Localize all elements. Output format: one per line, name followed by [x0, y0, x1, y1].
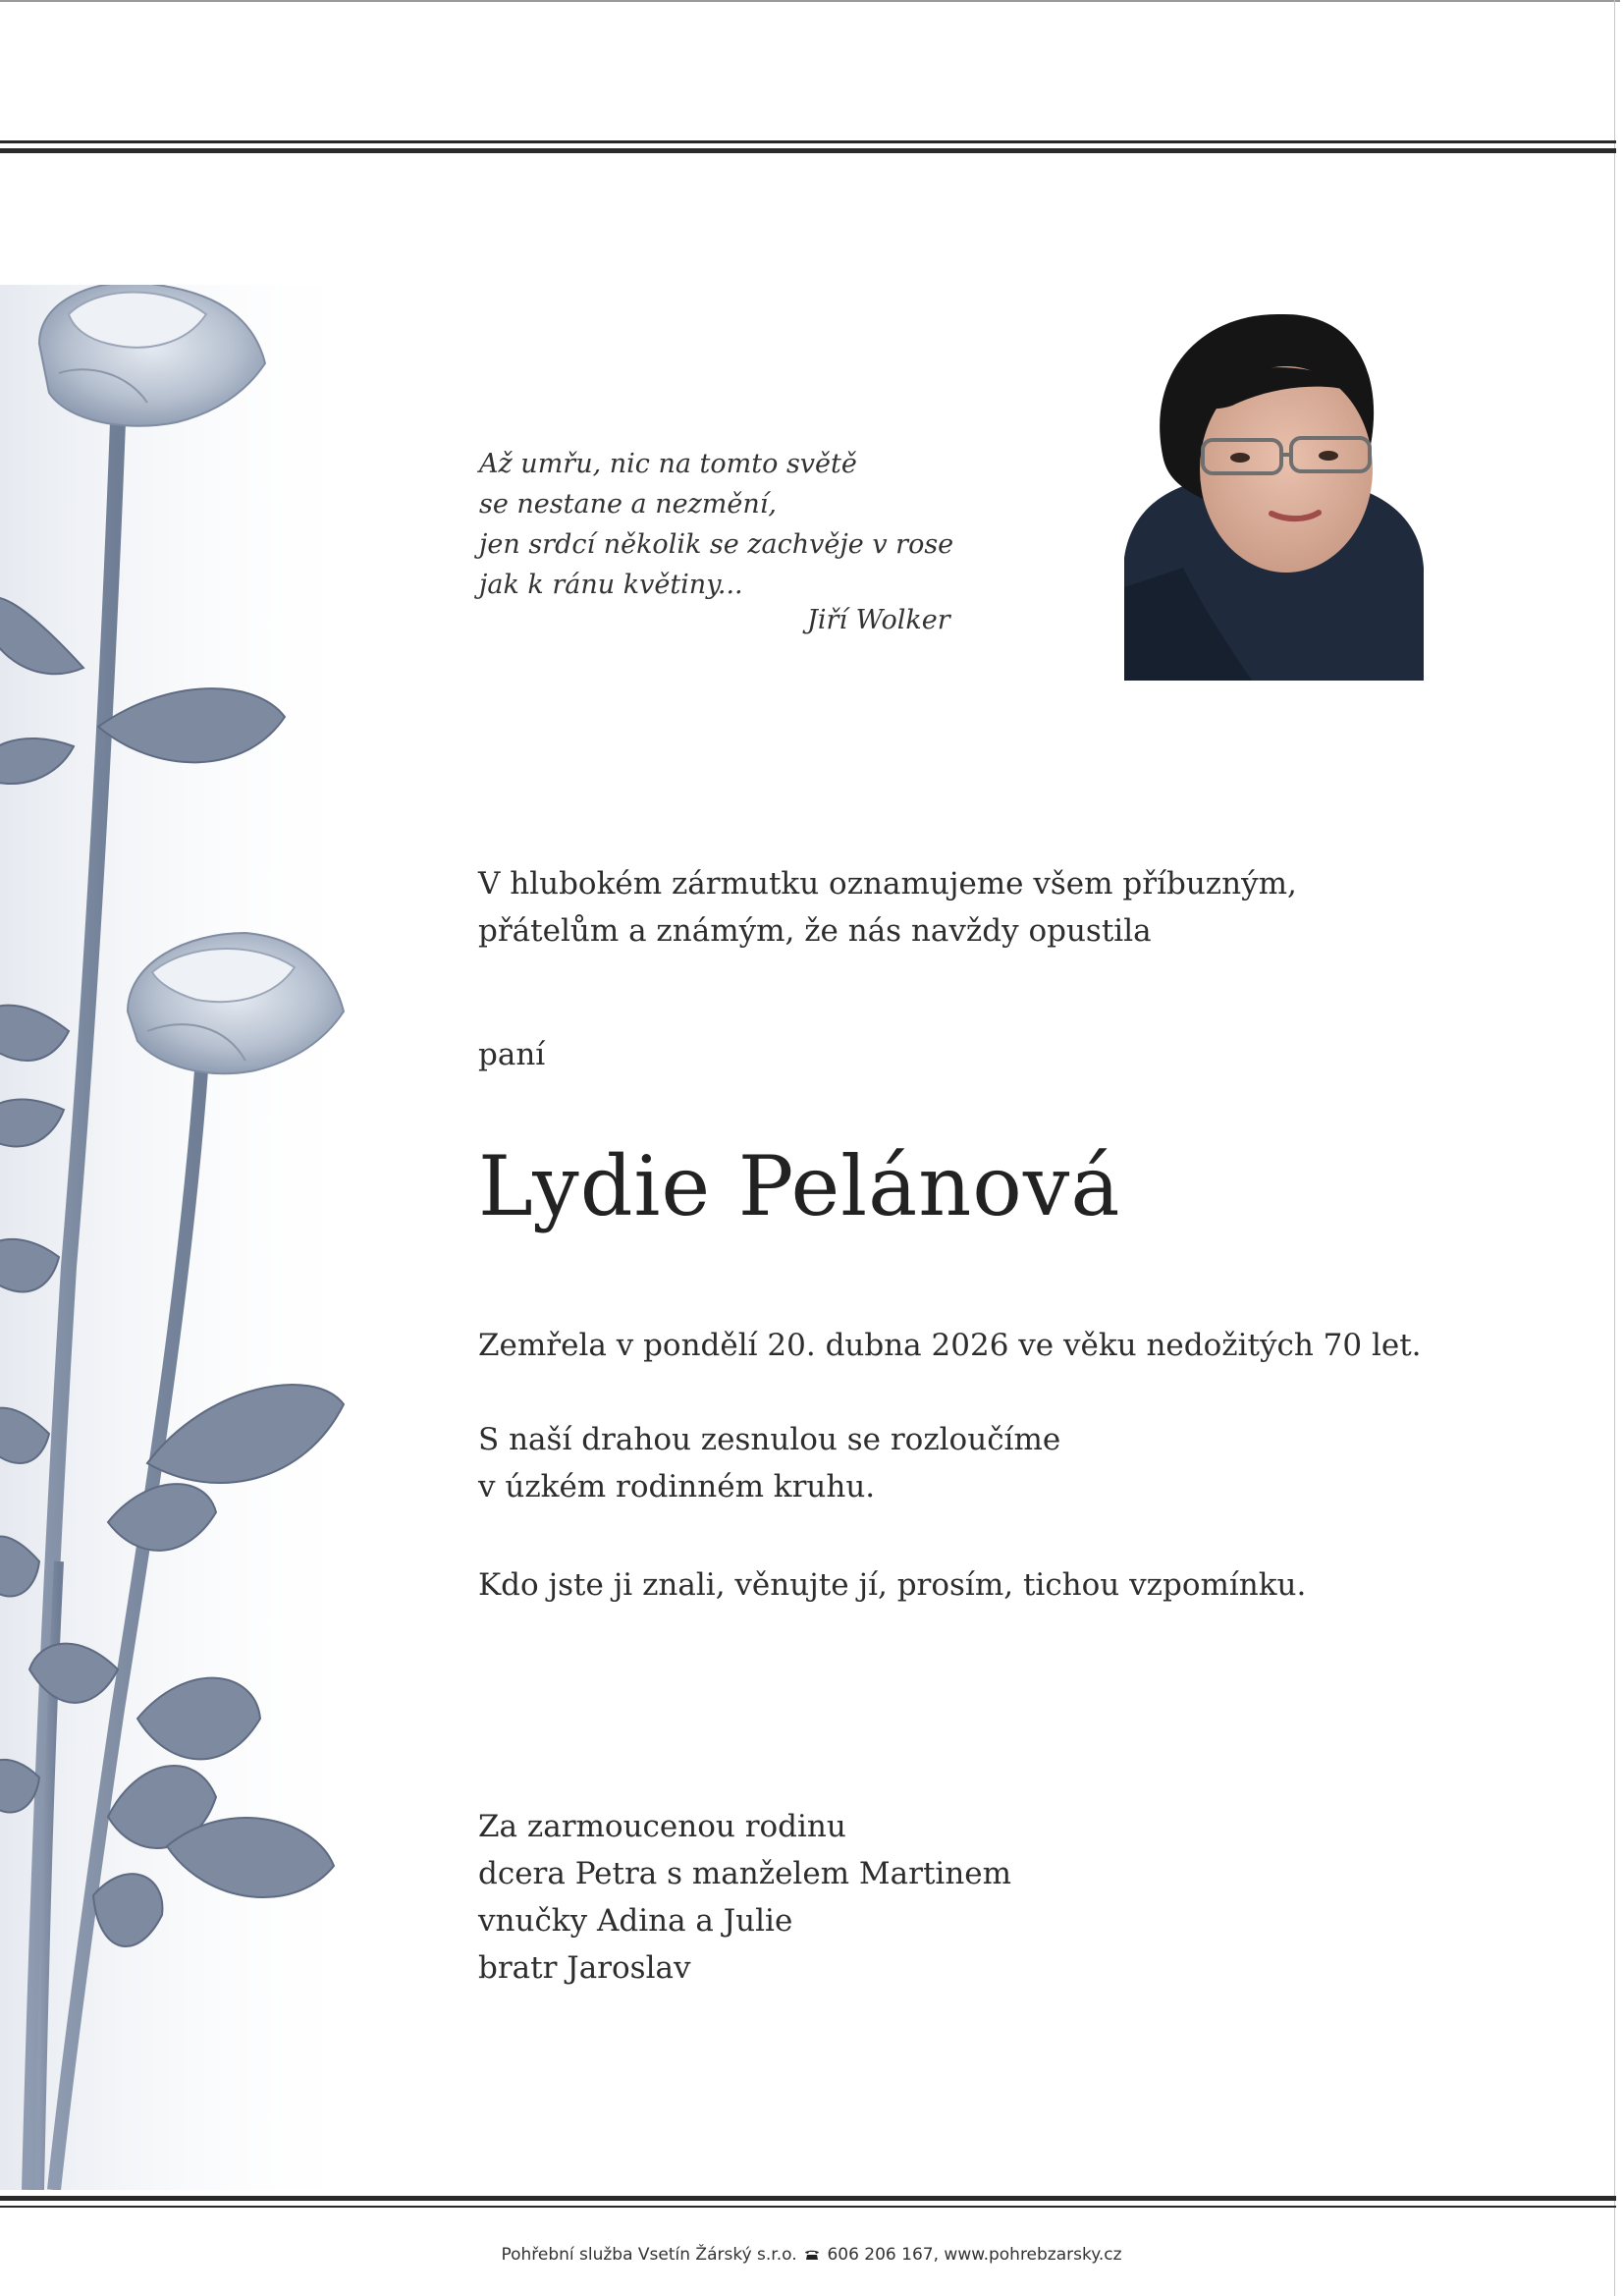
intro-line: V hlubokém zármutku oznamujeme všem příbuzným,: [478, 866, 1297, 902]
intro-line: přátelům a známým, že nás navždy opustila: [478, 913, 1152, 949]
top-rule-thin: [0, 140, 1616, 143]
bottom-rule-thick: [0, 2196, 1616, 2201]
poem: [479, 444, 990, 605]
family-line: dcera Petra s manželem Martinem: [478, 1856, 1012, 1891]
footer-company: Pohřební služba Vsetín Žárský s.r.o.: [501, 2245, 797, 2265]
phone-icon: [804, 2249, 820, 2261]
footer-phone: 606 206 167,: [827, 2245, 940, 2265]
announcement-intro: [478, 860, 1297, 955]
poem-line: Až umřu, nic na tomto světě: [479, 449, 857, 479]
poem-line: se nestane a nezmění,: [479, 489, 777, 519]
family-line: Za zarmoucenou rodinu: [478, 1809, 846, 1844]
bottom-rule-thin: [0, 2206, 1616, 2208]
poem-line: jen srdcí několik se zachvěje v rose: [479, 529, 954, 560]
poem-author: Jiří Wolker: [807, 605, 950, 635]
top-edge-line: [0, 0, 1620, 2]
remembrance-request: Kdo jste ji znali, věnujte jí, prosím, tichou vzpomínku.: [478, 1567, 1307, 1603]
portrait-photo: [1124, 312, 1424, 681]
footer: [0, 2245, 1623, 2265]
title-word: paní: [478, 1037, 546, 1072]
right-edge-line: [1614, 0, 1615, 2296]
deceased-name: Lydie Pelánová: [478, 1138, 1121, 1234]
farewell-statement: [478, 1416, 1060, 1510]
farewell-line: S naší drahou zesnulou se rozloučíme: [478, 1422, 1061, 1457]
family-line: bratr Jaroslav: [478, 1950, 691, 1986]
roses-illustration: [0, 285, 373, 2190]
poem-line: jak k ránu květiny...: [479, 570, 743, 600]
top-rule-thick: [0, 148, 1616, 153]
farewell-line: v úzkém rodinném kruhu.: [478, 1469, 876, 1504]
family-signature: [478, 1803, 1011, 1992]
footer-website[interactable]: www.pohrebzarsky.cz: [944, 2245, 1122, 2265]
death-statement: Zemřela v pondělí 20. dubna 2026 ve věku nedožitých 70 let.: [478, 1328, 1422, 1363]
family-line: vnučky Adina a Julie: [478, 1903, 793, 1939]
